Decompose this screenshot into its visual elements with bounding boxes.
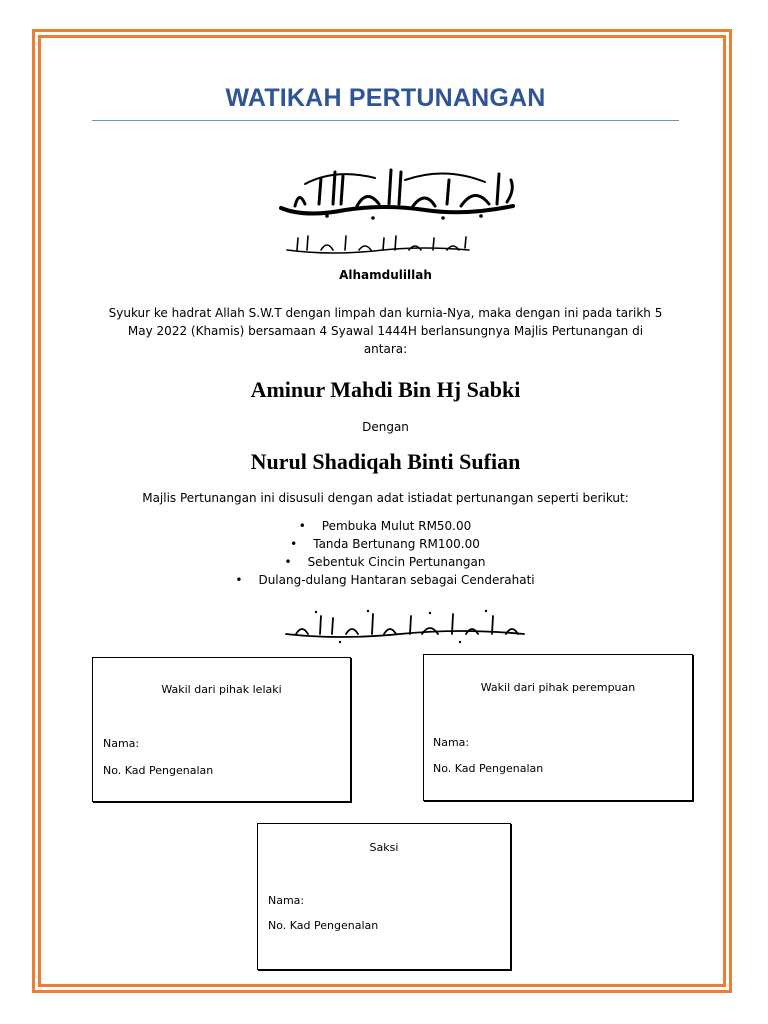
closing-salam-calligraphy [280,606,530,646]
customs-list [160,517,610,589]
name-label: Nama: [433,736,470,749]
intro-line: antara: [363,342,408,356]
bullet-icon: • [290,537,298,551]
bismillah-calligraphy [275,160,521,222]
box-title: Saksi [369,841,399,854]
ic-label: No. Kad Pengenalan [268,919,379,932]
list-item: • Dulang-dulang Hantaran sebagai Cenderahati [235,573,535,587]
bullet-icon: • [284,555,292,569]
opening-line: Alhamdulillah [339,268,432,282]
box-title: Wakil dari pihak lelaki [161,683,282,696]
document-title: WATIKAH PERTUNANGAN [225,84,546,112]
name-label: Nama: [103,737,140,750]
bride-representative-box [423,654,693,801]
connector-text: Dengan [362,420,409,434]
ic-label: No. Kad Pengenalan [103,764,214,777]
bullet-icon: • [298,519,306,533]
ic-label: No. Kad Pengenalan [433,762,544,775]
bride-name: Nurul Shadiqah Binti Sufian [250,449,521,474]
intro-paragraph [92,304,679,358]
name-label: Nama: [268,894,305,907]
bullet-icon: • [235,573,243,587]
groom-name: Aminur Mahdi Bin Hj Sabki [250,377,521,402]
box-title: Wakil dari pihak perempuan [480,681,636,694]
salam-calligraphy [283,230,473,258]
witness-box [257,823,511,970]
groom-representative-box [92,657,351,802]
customs-intro: Majlis Pertunangan ini disusuli dengan adat istiadat pertunangan seperti berikut: [142,491,629,505]
list-item: • Pembuka Mulut RM50.00 [298,519,472,533]
intro-line: Syukur ke hadrat Allah S.W.T dengan limpah dan kurnia-Nya, maka dengan ini pada tarikh 5 [108,306,663,320]
list-item: • Tanda Bertunang RM100.00 [290,537,480,551]
title-divider [92,120,679,121]
list-item: • Sebentuk Cincin Pertunangan [284,555,486,569]
intro-line: May 2022 (Khamis) bersamaan 4 Syawal 1444H berlansungnya Majlis Pertunangan di [127,324,644,338]
